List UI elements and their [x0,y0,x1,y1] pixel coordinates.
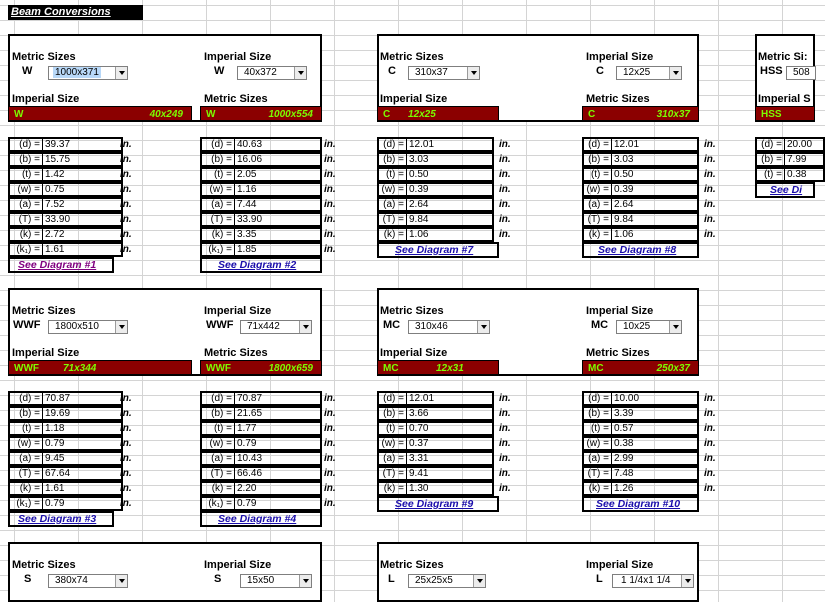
hss-result: HSS [755,106,815,121]
dimension-unit: in. [704,408,716,419]
imperial-size-result-label: Imperial Size [12,93,80,105]
see-diagram-1-link[interactable]: See Diagram #1 [18,259,97,271]
dimension-value: 33.90 [43,212,123,227]
dimension-value: 2.72 [43,227,123,242]
imperial-size-result-label: Imperial Size [380,347,448,359]
dimension-unit: in. [324,423,336,434]
dimension-value: 0.70 [407,421,494,436]
dimension-label: (t) = [755,167,785,182]
wwf-metric-code: WWF [13,319,41,331]
dimension-unit: in. [120,393,132,404]
diagram-1-box [8,257,114,273]
metric-sizes-label: Metric Sizes [12,51,76,63]
see-diagram-4-link[interactable]: See Diagram #4 [218,513,297,525]
dimension-value: 1.26 [612,481,699,496]
dimension-unit: in. [324,229,336,240]
c-imperial-code: C [596,65,604,77]
dimension-unit: in. [120,169,132,180]
dimension-unit: in. [120,408,132,419]
dimension-label: (k) = [582,227,612,242]
w-imperial-select[interactable]: 40x372 [237,66,307,80]
dimension-value: 2.05 [235,167,322,182]
dimension-label: (d) = [582,391,612,406]
dimension-unit: in. [704,229,716,240]
wwf-metric-select[interactable]: 1800x510 [48,320,128,334]
dimension-value: 1.77 [235,421,322,436]
dimension-label: (b) = [377,152,407,167]
dimension-label: (T) = [377,466,407,481]
dimension-label: (k) = [8,481,43,496]
dimension-value: 1.16 [235,182,322,197]
mc-imperial-result: MC 12x31 [377,360,499,375]
dimension-unit: in. [324,244,336,255]
dimension-label: (k₁) = [200,496,235,511]
dimension-unit: in. [704,199,716,210]
hss-see-diagram-link[interactable]: See Di [770,184,803,196]
dimension-value: 2.20 [235,481,322,496]
dimension-value: 1.61 [43,242,123,257]
dimension-label: (T) = [200,212,235,227]
dimension-unit: in. [704,438,716,449]
dimension-unit: in. [120,438,132,449]
metric-sizes-label: Metric Sizes [380,559,444,571]
dimension-unit: in. [120,453,132,464]
dimension-label: (b) = [582,406,612,421]
dimension-unit: in. [499,229,511,240]
dimension-value: 1.85 [235,242,322,257]
dimension-unit: in. [499,483,511,494]
hss-metric-select[interactable]: 508 [786,66,816,80]
chevron-down-icon[interactable] [467,67,479,79]
dimension-value: 12.01 [407,391,494,406]
dimension-value: 0.79 [43,496,123,511]
dimension-label: (t) = [377,421,407,436]
w-metric-result: W 1000x554 [200,106,322,121]
dimension-label: (T) = [377,212,407,227]
dimension-label: (t) = [8,421,43,436]
dimension-unit: in. [120,468,132,479]
dimension-label: (w) = [8,182,43,197]
dimension-unit: in. [499,438,511,449]
dimension-value: 3.03 [407,152,494,167]
chevron-down-icon[interactable] [473,575,485,587]
c-imperial-select[interactable]: 12x25 [616,66,682,80]
dimension-value: 2.64 [612,197,699,212]
dimension-value: 7.44 [235,197,322,212]
hss-code: HSS [760,65,783,77]
dimension-label: (w) = [377,436,407,451]
dimension-value: 10.00 [612,391,699,406]
dimension-value: 10.43 [235,451,322,466]
dimension-unit: in. [704,154,716,165]
s-metric-code: S [24,573,32,585]
dimension-value: 0.37 [407,436,494,451]
dimension-unit: in. [120,498,132,509]
metric-sizes-label: Metric Sizes [380,51,444,63]
imperial-size-label: Imperial Size [586,305,654,317]
dimension-value: 1.61 [43,481,123,496]
dimension-unit: in. [120,199,132,210]
see-diagram-10-link[interactable]: See Diagram #10 [596,498,681,510]
dimension-label: (t) = [582,167,612,182]
dimension-unit: in. [704,453,716,464]
imperial-size-label: Imperial Size [586,559,654,571]
dimension-unit: in. [499,423,511,434]
imperial-size-label: Imperial Size [586,51,654,63]
w-metric-select[interactable]: 1000x371 [48,66,128,80]
chevron-down-icon[interactable] [669,321,681,333]
dimension-label: (a) = [8,451,43,466]
dimension-label: (d) = [8,391,43,406]
dimension-unit: in. [704,169,716,180]
dimension-unit: in. [120,214,132,225]
dimension-value: 0.50 [407,167,494,182]
dimension-label: (a) = [377,197,407,212]
c-metric-select[interactable]: 310x37 [408,66,480,80]
chevron-down-icon[interactable] [115,321,127,333]
dimension-label: (k) = [377,227,407,242]
dimension-value: 3.39 [612,406,699,421]
dimension-unit: in. [704,139,716,150]
dimension-label: (a) = [8,197,43,212]
dimension-value: 0.39 [612,182,699,197]
dimension-label: (T) = [8,212,43,227]
dimension-value: 67.64 [43,466,123,481]
dimension-unit: in. [324,408,336,419]
dimension-value: 0.57 [612,421,699,436]
dimension-value: 0.79 [235,436,322,451]
page-title: Beam Conversions [8,5,143,20]
dimension-value: 2.64 [407,197,494,212]
s-shapes-panel [8,542,322,602]
see-diagram-7-link[interactable]: See Diagram #7 [395,244,474,256]
chevron-down-icon[interactable] [681,575,693,587]
dimension-unit: in. [324,438,336,449]
dimension-label: (w) = [200,182,235,197]
dimension-label: (d) = [582,137,612,152]
dimension-label: (t) = [200,167,235,182]
dimension-label: (k) = [200,227,235,242]
s-imperial-code: S [214,573,222,585]
dimension-value: 21.65 [235,406,322,421]
dimension-unit: in. [120,229,132,240]
dimension-unit: in. [324,199,336,210]
dimension-label: (k) = [200,481,235,496]
dimension-value: 20.00 [785,137,825,152]
chevron-down-icon[interactable] [669,67,681,79]
wwf-imperial-result: WWF 71x344 [8,360,192,375]
dimension-unit: in. [704,483,716,494]
dimension-unit: in. [704,214,716,225]
dimension-label: (k₁) = [8,496,43,511]
see-diagram-8-link[interactable]: See Diagram #8 [598,244,677,256]
dimension-label: (a) = [582,197,612,212]
dimension-value: 0.38 [785,167,825,182]
chevron-down-icon[interactable] [299,575,311,587]
dimension-label: (k₁) = [8,242,43,257]
l-imperial-code: L [596,573,603,585]
dimension-label: (t) = [8,167,43,182]
chevron-down-icon[interactable] [115,575,127,587]
dimension-value: 19.69 [43,406,123,421]
wwf-imperial-select[interactable]: 71x442 [240,320,312,334]
metric-sizes-label: Metric Sizes [12,559,76,571]
dimension-value: 0.75 [43,182,123,197]
dimension-value: 7.99 [785,152,825,167]
dimension-label: (b) = [582,152,612,167]
dimension-value: 40.63 [235,137,322,152]
dimension-value: 0.39 [407,182,494,197]
diagram-2-box [200,257,322,273]
hss-metric-label: Metric Si: [758,51,808,63]
dimension-unit: in. [120,154,132,165]
dimension-label: (d) = [8,137,43,152]
l-metric-code: L [388,573,395,585]
metric-sizes-label: Metric Sizes [380,305,444,317]
dimension-label: (T) = [200,466,235,481]
dimension-label: (b) = [8,406,43,421]
dimension-unit: in. [499,154,511,165]
dimension-label: (d) = [377,137,407,152]
see-diagram-9-link[interactable]: See Diagram #9 [395,498,474,510]
mc-imperial-code: MC [591,319,609,331]
dimension-unit: in. [324,154,336,165]
dimension-value: 3.66 [407,406,494,421]
chevron-down-icon[interactable] [294,67,306,79]
hss-imperial-label: Imperial S [758,93,811,105]
see-diagram-3-link[interactable]: See Diagram #3 [18,513,97,525]
dimension-label: (b) = [8,152,43,167]
dimension-value: 0.79 [235,496,322,511]
dimension-value: 0.79 [43,436,123,451]
dimension-value: 1.30 [407,481,494,496]
dimension-value: 0.50 [612,167,699,182]
dimension-unit: in. [324,468,336,479]
dimension-label: (w) = [377,182,407,197]
dimension-label: (d) = [200,137,235,152]
dimension-unit: in. [499,139,511,150]
imperial-size-label: Imperial Size [204,305,272,317]
dimension-unit: in. [499,184,511,195]
dimension-unit: in. [324,498,336,509]
dimension-value: 12.01 [612,137,699,152]
dimension-unit: in. [704,393,716,404]
dimension-unit: in. [324,139,336,150]
dimension-label: (k) = [582,481,612,496]
dimension-unit: in. [120,139,132,150]
l-imperial-select[interactable]: 1 1/4x1 1/4 [612,574,694,588]
see-diagram-2-link[interactable]: See Diagram #2 [218,259,297,271]
dimension-value: 1.06 [407,227,494,242]
dimension-label: (d) = [377,391,407,406]
dimension-value: 3.31 [407,451,494,466]
dimension-value: 66.46 [235,466,322,481]
dimension-value: 70.87 [235,391,322,406]
dimension-value: 15.75 [43,152,123,167]
wwf-imperial-code: WWF [206,319,234,331]
dimension-label: (b) = [377,406,407,421]
dimension-value: 9.84 [612,212,699,227]
dimension-value: 7.52 [43,197,123,212]
mc-metric-code: MC [383,319,401,331]
dimension-label: (a) = [377,451,407,466]
imperial-size-label: Imperial Size [204,559,272,571]
dimension-unit: in. [499,393,511,404]
c-metric-code: C [388,65,396,77]
dimension-label: (a) = [200,197,235,212]
dimension-unit: in. [499,214,511,225]
imperial-size-label: Imperial Size [204,51,272,63]
dimension-label: (a) = [582,451,612,466]
s-imperial-select[interactable]: 15x50 [240,574,312,588]
dimension-unit: in. [499,453,511,464]
dimension-label: (a) = [200,451,235,466]
dimension-value: 9.41 [407,466,494,481]
metric-sizes-result-label: Metric Sizes [204,347,268,359]
metric-sizes-result-label: Metric Sizes [204,93,268,105]
dimension-value: 39.37 [43,137,123,152]
dimension-value: 3.03 [612,152,699,167]
dimension-unit: in. [499,468,511,479]
dimension-label: (d) = [755,137,785,152]
dimension-unit: in. [324,453,336,464]
dimension-value: 9.84 [407,212,494,227]
dimension-label: (w) = [200,436,235,451]
w-imperial-code: W [214,65,225,77]
metric-sizes-label: Metric Sizes [12,305,76,317]
chevron-down-icon[interactable] [115,67,127,79]
dimension-unit: in. [324,169,336,180]
dimension-label: (d) = [200,391,235,406]
dimension-value: 1.06 [612,227,699,242]
wwf-metric-result: WWF 1800x659 [200,360,322,375]
s-metric-select[interactable]: 380x74 [48,574,128,588]
w-metric-code: W [22,65,33,77]
dimension-value: 12.01 [407,137,494,152]
mc-metric-select[interactable]: 310x46 [408,320,490,334]
dimension-label: (w) = [8,436,43,451]
dimension-label: (k) = [377,481,407,496]
dimension-label: (T) = [582,466,612,481]
dimension-value: 0.38 [612,436,699,451]
dimension-label: (t) = [582,421,612,436]
dimension-label: (T) = [8,466,43,481]
mc-imperial-select[interactable]: 10x25 [616,320,682,334]
dimension-label: (k) = [8,227,43,242]
dimension-value: 1.42 [43,167,123,182]
dimension-unit: in. [499,199,511,210]
imperial-size-result-label: Imperial Size [380,93,448,105]
w-imperial-result: W 40x249 [8,106,192,121]
chevron-down-icon[interactable] [299,321,311,333]
dimension-unit: in. [704,184,716,195]
mc-metric-result: MC 250x37 [582,360,699,375]
dimension-value: 70.87 [43,391,123,406]
imperial-size-result-label: Imperial Size [12,347,80,359]
metric-sizes-result-label: Metric Sizes [586,93,650,105]
dimension-value: 33.90 [235,212,322,227]
dimension-value: 1.18 [43,421,123,436]
dimension-label: (k₁) = [200,242,235,257]
dimension-unit: in. [120,244,132,255]
dimension-value: 3.35 [235,227,322,242]
dimension-unit: in. [324,483,336,494]
dimension-label: (w) = [582,182,612,197]
dimension-unit: in. [499,169,511,180]
dimension-label: (w) = [582,436,612,451]
dimension-label: (t) = [200,421,235,436]
dimension-unit: in. [324,184,336,195]
dimension-value: 7.48 [612,466,699,481]
dimension-unit: in. [120,423,132,434]
dimension-label: (b) = [200,406,235,421]
dimension-unit: in. [704,423,716,434]
dimension-unit: in. [120,483,132,494]
dimension-unit: in. [499,408,511,419]
dimension-unit: in. [324,393,336,404]
chevron-down-icon[interactable] [477,321,489,333]
dimension-label: (b) = [200,152,235,167]
dimension-label: (b) = [755,152,785,167]
dimension-value: 2.99 [612,451,699,466]
dimension-unit: in. [324,214,336,225]
c-metric-result: C 310x37 [582,106,699,121]
metric-sizes-result-label: Metric Sizes [586,347,650,359]
l-metric-select[interactable]: 25x25x5 [408,574,486,588]
dimension-label: (T) = [582,212,612,227]
dimension-value: 9.45 [43,451,123,466]
dimension-value: 16.06 [235,152,322,167]
dimension-label: (t) = [377,167,407,182]
dimension-unit: in. [120,184,132,195]
angles-panel [377,542,699,602]
dimension-unit: in. [704,468,716,479]
c-imperial-result: C 12x25 [377,106,499,121]
